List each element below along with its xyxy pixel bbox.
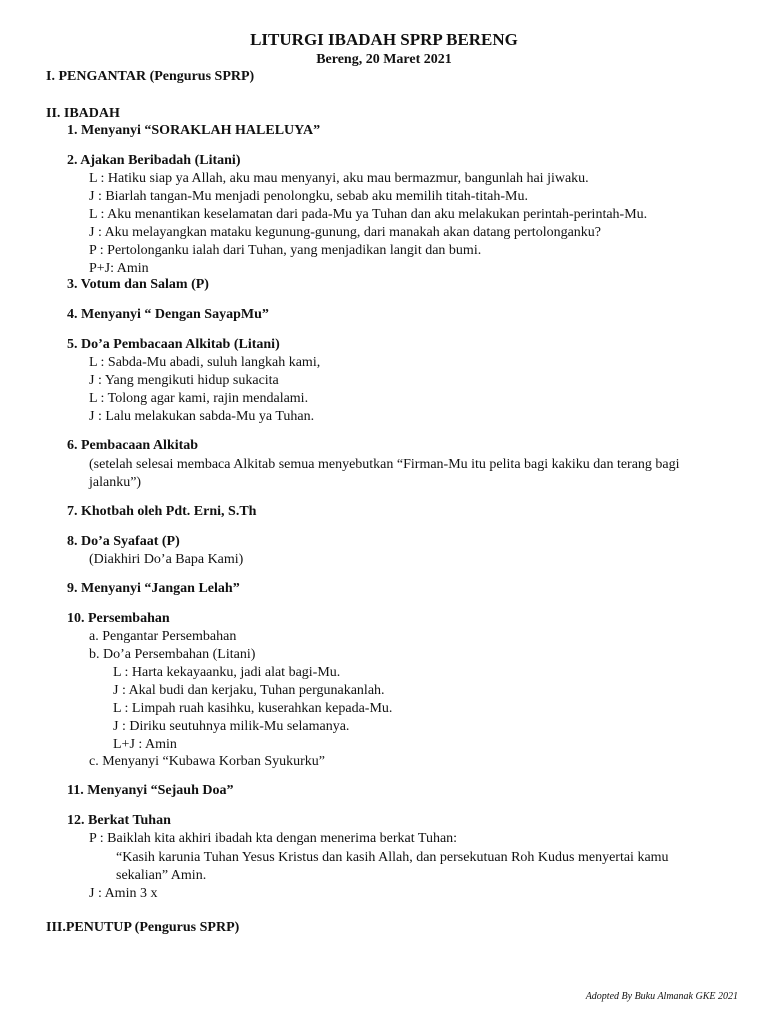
item-5-heading: 5. Do’a Pembacaan Alkitab (Litani)	[67, 337, 280, 352]
item-6-note-cont: jalanku”)	[89, 475, 142, 490]
section-penutup: III.PENUTUP (Pengurus SPRP)	[46, 920, 240, 935]
item-8-heading: 8. Do’a Syafaat (P)	[67, 534, 180, 549]
footer-source: Adopted By Buku Almanak GKE 2021	[585, 991, 738, 1002]
litany-line: J : Akal budi dan kerjaku, Tuhan pergunakanlah.	[113, 683, 385, 698]
item-6-heading: 6. Pembacaan Alkitab	[67, 438, 199, 453]
item-6-note: (setelah selesai membaca Alkitab semua menyebutkan “Firman-Mu itu pelita bagi kakiku dan terang bagi	[89, 457, 680, 472]
litany-line: L : Limpah ruah kasihku, kuserahkan kepada-Mu.	[113, 701, 393, 716]
item-9-heading: 9. Menyanyi “Jangan Lelah”	[67, 581, 240, 596]
litany-line: J : Diriku seutuhnya milik-Mu selamanya.	[113, 719, 350, 734]
blessing-line: P : Baiklah kita akhiri ibadah kta dengan menerima berkat Tuhan:	[89, 831, 458, 846]
section-ibadah: II. IBADAH	[46, 106, 120, 121]
litany-line: J : Lalu melakukan sabda-Mu ya Tuhan.	[89, 409, 315, 424]
item-2-heading: 2. Ajakan Beribadah (Litani)	[67, 153, 241, 168]
document-date: Bereng, 20 Maret 2021	[316, 52, 452, 67]
blessing-response: J : Amin 3 x	[89, 886, 158, 901]
litany-line: L : Tolong agar kami, rajin mendalami.	[89, 391, 309, 406]
item-11-heading: 11. Menyanyi “Sejauh Doa”	[67, 783, 234, 798]
item-8-note: (Diakhiri Do’a Bapa Kami)	[89, 552, 244, 567]
litany-line: P+J: Amin	[89, 261, 149, 276]
document-title: LITURGI IBADAH SPRP BERENG	[250, 30, 518, 49]
item-1-heading: 1. Menyanyi “SORAKLAH HALELUYA”	[67, 123, 321, 138]
litany-line: P : Pertolonganku ialah dari Tuhan, yang menjadikan langit dan bumi.	[89, 243, 482, 258]
litany-line: L : Sabda-Mu abadi, suluh langkah kami,	[89, 355, 321, 370]
litany-line: L : Harta kekayaanku, jadi alat bagi-Mu.	[113, 665, 341, 680]
sub-item-c: c. Menyanyi “Kubawa Korban Syukurku”	[89, 754, 325, 769]
sub-item-b: b. Do’a Persembahan (Litani)	[89, 647, 256, 662]
litany-line: L+J : Amin	[113, 737, 177, 752]
item-12-heading: 12. Berkat Tuhan	[67, 813, 171, 828]
litany-line: J : Biarlah tangan-Mu menjadi penolongku, sebab aku memilih titah-titah-Mu.	[89, 189, 528, 204]
litany-line: L : Hatiku siap ya Allah, aku mau menyanyi, aku mau bermazmur, bangunlah hai jiwaku.	[89, 171, 589, 186]
item-7-heading: 7. Khotbah oleh Pdt. Erni, S.Th	[67, 504, 257, 519]
litany-line: J : Yang mengikuti hidup sukacita	[89, 373, 279, 388]
section-pengantar: I. PENGANTAR (Pengurus SPRP)	[46, 69, 255, 84]
item-3-heading: 3. Votum dan Salam (P)	[67, 277, 209, 292]
blessing-quote-cont: sekalian” Amin.	[116, 868, 207, 883]
sub-item-a: a. Pengantar Persembahan	[89, 629, 237, 644]
litany-line: J : Aku melayangkan mataku kegunung-gunung, dari manakah akan datang pertolonganku?	[89, 225, 602, 240]
litany-line: L : Aku menantikan keselamatan dari pada-Mu ya Tuhan dan aku melakukan perintah-perintah-Mu.	[89, 207, 648, 222]
item-10-heading: 10. Persembahan	[67, 611, 170, 626]
item-4-heading: 4. Menyanyi “ Dengan SayapMu”	[67, 307, 269, 322]
blessing-quote: “Kasih karunia Tuhan Yesus Kristus dan kasih Allah, dan persekutuan Roh Kudus menyertai kamu	[116, 850, 669, 865]
